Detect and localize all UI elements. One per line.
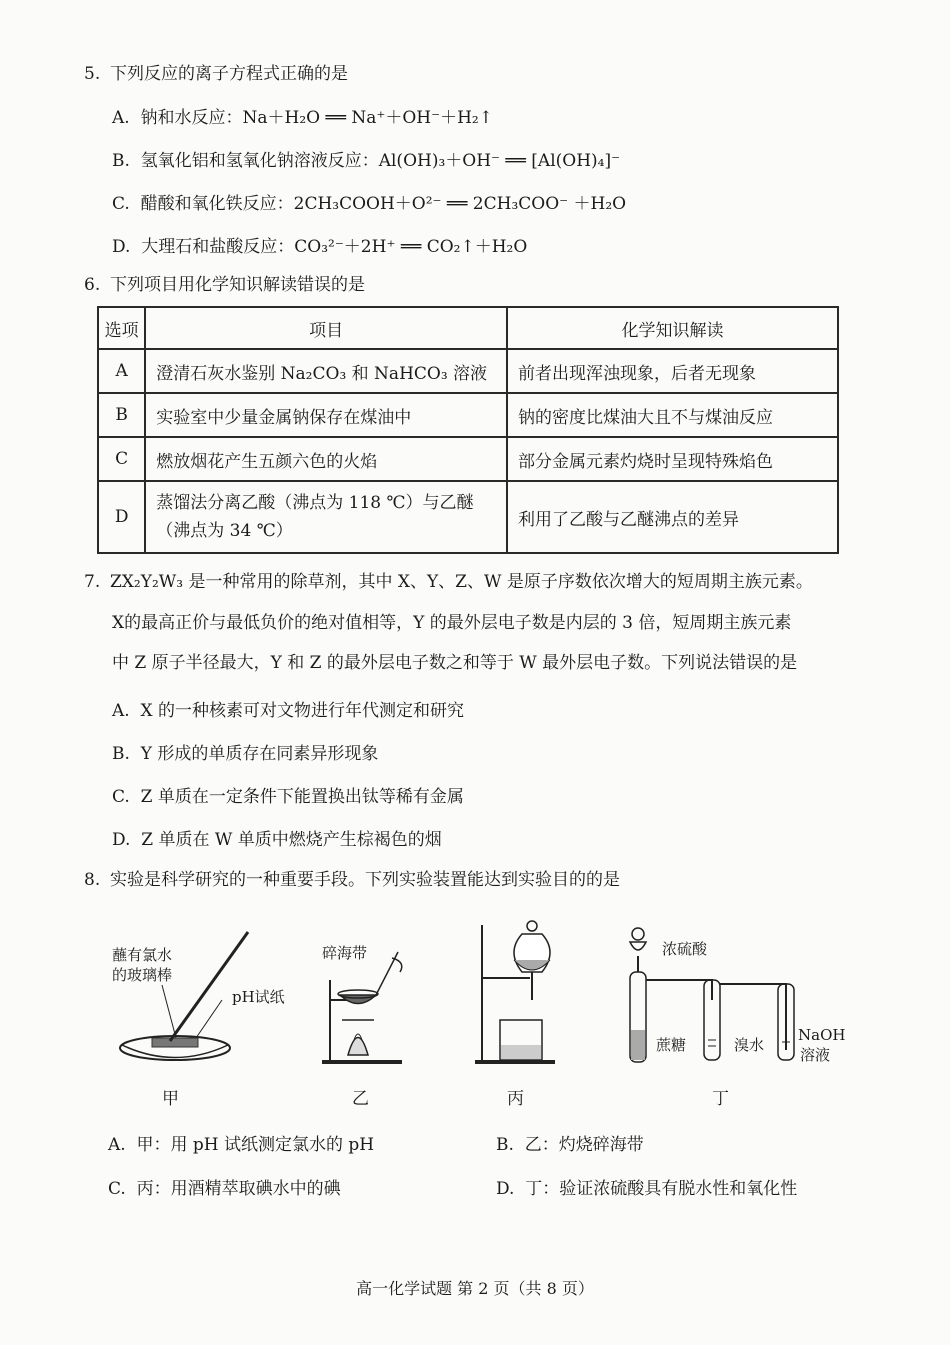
q7-option-a: A. X 的一种核素可对文物进行年代测定和研究: [112, 701, 465, 721]
label-seaweed: 碎海带: [322, 944, 368, 962]
caption-ding: 丁: [712, 1089, 729, 1109]
table-cell: 部分金属元素灼烧时呈现特殊焰色: [507, 437, 838, 481]
table-cell: D: [98, 481, 145, 553]
label-ph-paper: pH试纸: [232, 988, 285, 1006]
table-cell: C: [98, 437, 145, 481]
q7-option-b: B. Y 形成的单质存在同素异形现象: [112, 744, 379, 764]
caption-bing: 丙: [507, 1089, 524, 1109]
table-header-cell: 选项: [98, 307, 145, 349]
q7-stem-line2: X的最高正价与最低负价的绝对值相等，Y 的最外层电子数是内层的 3 倍，短周期主族元素: [112, 613, 792, 633]
q7-stem-line3: 中 Z 原子半径最大，Y 和 Z 的最外层电子数之和等于 W 最外层电子数。下列说法错误的是: [112, 653, 798, 673]
q8-stem: 8. 实验是科学研究的一种重要手段。下列实验装置能达到实验目的的是: [84, 870, 620, 890]
label-rod-line2: 的玻璃棒: [112, 966, 173, 984]
label-sugar: 蔗糖: [656, 1036, 687, 1054]
table-row: [98, 437, 838, 481]
table-cell: 前者出现浑浊现象，后者无现象: [507, 349, 838, 393]
table-row: [98, 393, 838, 437]
label-naoh-line1: NaOH: [798, 1026, 846, 1044]
q8-option-a: A. 甲：用 pH 试纸测定氯水的 pH: [108, 1135, 375, 1155]
caption-yi: 乙: [352, 1089, 369, 1109]
figure-bing-apparatus: [470, 920, 570, 1070]
q8-option-b: B. 乙：灼烧碎海带: [496, 1135, 644, 1155]
q5-option-a: A. 钠和水反应：Na＋H₂O ══ Na⁺＋OH⁻＋H₂↑: [112, 108, 493, 128]
table-cell: 燃放烟花产生五颜六色的火焰: [145, 437, 507, 481]
q5-option-b: B. 氢氧化铝和氢氧化钠溶液反应：Al(OH)₃＋OH⁻ ══ [Al(OH)₄]⁻: [112, 151, 621, 171]
label-rod-line1: 蘸有氯水: [112, 946, 173, 964]
q5-stem: 5. 下列反应的离子方程式正确的是: [84, 64, 348, 84]
label-bromine-water: 溴水: [734, 1036, 765, 1054]
table-row: [98, 349, 838, 393]
q7-option-d: D. Z 单质在 W 单质中燃烧产生棕褐色的烟: [112, 830, 442, 850]
table-row: [98, 481, 838, 553]
table-cell: B: [98, 393, 145, 437]
q8-option-c: C. 丙：用酒精萃取碘水中的碘: [108, 1179, 341, 1199]
q6-stem: 6. 下列项目用化学知识解读错误的是: [84, 275, 365, 295]
caption-jia: 甲: [162, 1089, 179, 1109]
q7-stem-line1: 7. ZX₂Y₂W₃ 是一种常用的除草剂，其中 X、Y、Z、W 是原子序数依次增大的短周期主族元素。: [84, 572, 813, 592]
figure-yi-apparatus: [310, 920, 420, 1070]
table-header-row: [98, 307, 838, 349]
table-cell: A: [98, 349, 145, 393]
label-conc-acid: 浓硫酸: [662, 940, 708, 958]
table-cell: 利用了乙酸与乙醚沸点的差异: [507, 481, 838, 553]
page-footer: 高一化学试题 第 2 页（共 8 页）: [356, 1279, 594, 1298]
table-header-cell: 项目: [145, 307, 507, 349]
q8-option-d: D. 丁：验证浓硫酸具有脱水性和氧化性: [496, 1179, 798, 1199]
table-cell: 澄清石灰水鉴别 Na₂CO₃ 和 NaHCO₃ 溶液: [145, 349, 507, 393]
q5-option-c: C. 醋酸和氧化铁反应：2CH₃COOH＋O²⁻ ══ 2CH₃COO⁻ ＋H₂O: [112, 194, 627, 214]
q7-option-c: C. Z 单质在一定条件下能置换出钛等稀有金属: [112, 787, 464, 807]
q5-option-d: D. 大理石和盐酸反应：CO₃²⁻＋2H⁺ ══ CO₂↑＋H₂O: [112, 237, 528, 257]
label-naoh-line2: 溶液: [800, 1046, 831, 1064]
table-header-cell: 化学知识解读: [507, 307, 838, 349]
q6-table: [97, 306, 839, 554]
table-cell: 蒸馏法分离乙酸（沸点为 118 ℃）与乙醚（沸点为 34 ℃）: [145, 481, 507, 553]
table-cell: 实验室中少量金属钠保存在煤油中: [145, 393, 507, 437]
table-cell: 钠的密度比煤油大且不与煤油反应: [507, 393, 838, 437]
